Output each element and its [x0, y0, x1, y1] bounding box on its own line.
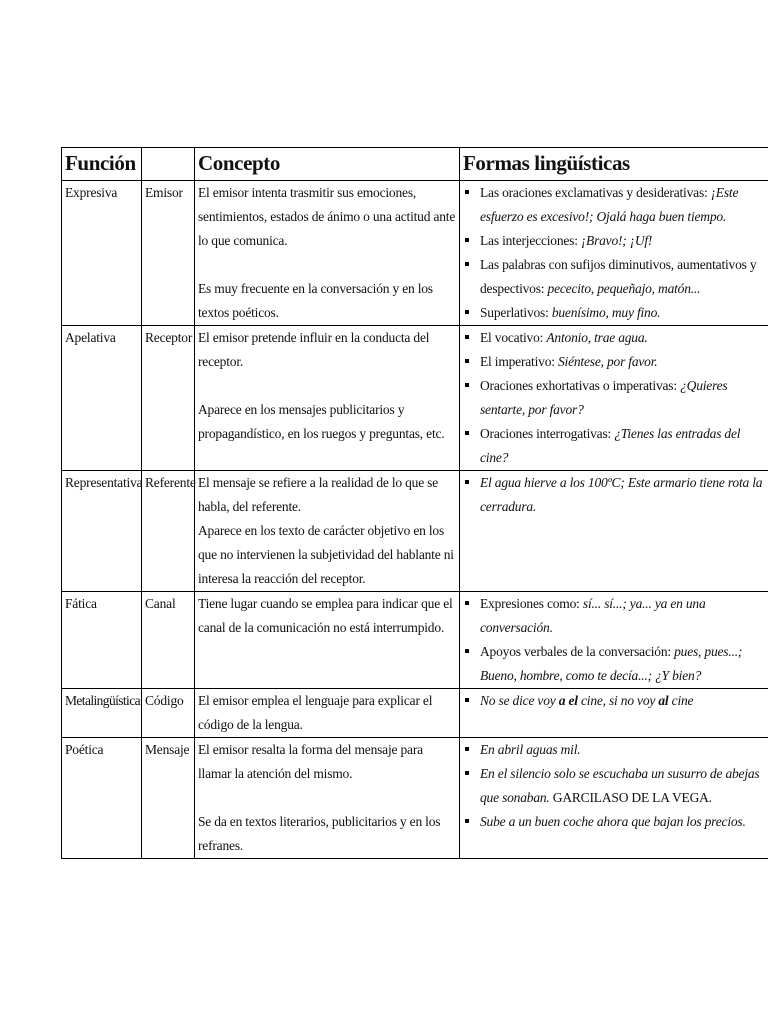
header-blank	[142, 148, 195, 181]
cell-concepto	[195, 689, 460, 738]
concepto-line: El mensaje se refiere a la realidad de lo que se habla, del referente.	[198, 475, 439, 514]
cell-funcion: Fática	[62, 592, 142, 689]
concepto-line: Tiene lugar cuando se emplea para indicar que el canal de la comunicación no está interrumpido.	[198, 596, 453, 635]
cell-elemento: Referente	[142, 471, 195, 592]
concepto-line: Aparece en los mensajes publicitarios y propagandístico, en los ruegos y preguntas, etc.	[198, 402, 445, 441]
row-metalinguistica	[62, 689, 768, 738]
concepto-line: Se da en textos literarios, publicitarios y en los refranes.	[198, 814, 441, 853]
header-row	[62, 148, 768, 181]
forma-item: Superlativos: buenísimo, muy fino.	[463, 301, 768, 325]
cell-funcion: Poética	[62, 738, 142, 859]
forma-item: En el silencio solo se escuchaba un susurro de abejas que sonaban. GARCILASO DE LA VEGA.	[463, 762, 768, 810]
cell-funcion: Apelativa	[62, 326, 142, 471]
cell-elemento: Mensaje	[142, 738, 195, 859]
language-functions-table	[61, 147, 768, 859]
header-concepto: Concepto	[195, 148, 460, 181]
cell-elemento: Receptor	[142, 326, 195, 471]
cell-formas	[460, 738, 768, 859]
cell-elemento: Código	[142, 689, 195, 738]
forma-item: Oraciones interrogativas: ¿Tienes las entradas del cine?	[463, 422, 768, 470]
cell-formas	[460, 471, 768, 592]
forma-item: El imperativo: Siéntese, por favor.	[463, 350, 768, 374]
header-formas: Formas lingüísticas	[460, 148, 768, 181]
concepto-line: El emisor pretende influir en la conducta del receptor.	[198, 330, 430, 369]
cell-formas	[460, 326, 768, 471]
forma-item: Apoyos verbales de la conversación: pues, pues...; Bueno, hombre, como te decía...; ¿Y bien?	[463, 640, 768, 688]
forma-item: Las palabras con sufijos diminutivos, aumentativos y despectivos: pececito, pequeñajo, matón...	[463, 253, 768, 301]
cell-funcion: Expresiva	[62, 181, 142, 326]
cell-concepto	[195, 592, 460, 689]
row-representativa	[62, 471, 768, 592]
concepto-line: El emisor intenta trasmitir sus emociones, sentimientos, estados de ánimo o una actitud ante lo que comunica.	[198, 185, 456, 248]
concepto-line: El emisor resalta la forma del mensaje para llamar la atención del mismo.	[198, 742, 423, 781]
forma-item: No se dice voy a el cine, si no voy al cine	[463, 689, 768, 713]
concepto-line: El emisor emplea el lenguaje para explicar el código de la lengua.	[198, 693, 433, 732]
row-poetica	[62, 738, 768, 859]
forma-item: El vocativo: Antonio, trae agua.	[463, 326, 768, 350]
cell-formas	[460, 689, 768, 738]
cell-funcion: Representativa	[62, 471, 142, 592]
cell-concepto	[195, 738, 460, 859]
forma-item: Las interjecciones: ¡Bravo!; ¡Uf!	[463, 229, 768, 253]
concepto-line: Aparece en los texto de carácter objetivo en los que no intervienen la subjetividad del hablante ni interesa la reacción del receptor.	[198, 523, 454, 586]
forma-item: Las oraciones exclamativas y desiderativas: ¡Este esfuerzo es excesivo!; Ojalá haga buen tiempo.	[463, 181, 768, 229]
cell-elemento: Emisor	[142, 181, 195, 326]
row-expresiva	[62, 181, 768, 326]
row-fatica	[62, 592, 768, 689]
forma-item: En abril aguas mil.	[463, 738, 768, 762]
forma-item: Oraciones exhortativas o imperativas: ¿Quieres sentarte, por favor?	[463, 374, 768, 422]
cell-funcion: Metalingüística	[62, 689, 142, 738]
row-apelativa	[62, 326, 768, 471]
concepto-line: Es muy frecuente en la conversación y en los textos poéticos.	[198, 281, 433, 320]
cell-elemento: Canal	[142, 592, 195, 689]
forma-item: El agua hierve a los 100ºC; Este armario tiene rota la cerradura.	[463, 471, 768, 519]
header-funcion: Función	[62, 148, 142, 181]
cell-concepto	[195, 471, 460, 592]
cell-formas	[460, 592, 768, 689]
cell-formas	[460, 181, 768, 326]
cell-concepto	[195, 181, 460, 326]
cell-concepto	[195, 326, 460, 471]
forma-item: Expresiones como: sí... sí...; ya... ya en una conversación.	[463, 592, 768, 640]
forma-item: Sube a un buen coche ahora que bajan los precios.	[463, 810, 768, 834]
